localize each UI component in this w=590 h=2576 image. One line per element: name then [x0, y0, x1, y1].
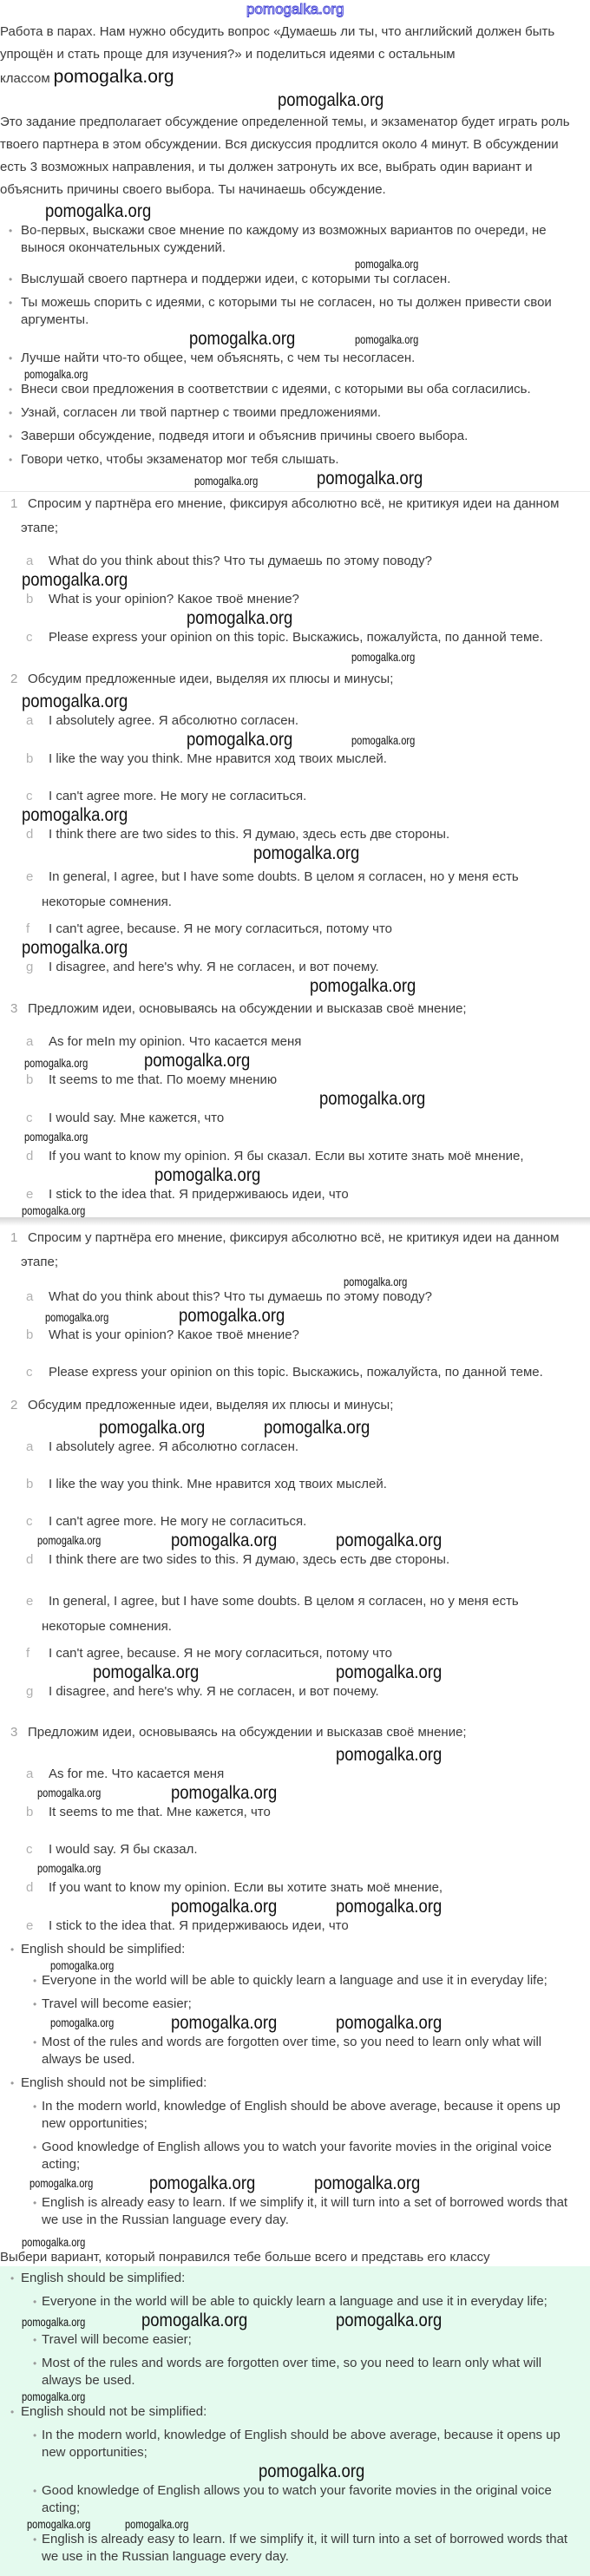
phrase-item: [26, 1072, 586, 1089]
watermark-row: [0, 2311, 590, 2331]
phrase-item: [26, 864, 586, 914]
watermark-row: [0, 938, 590, 959]
phrase-item: [26, 1110, 586, 1127]
item-letter: f: [26, 921, 30, 936]
watermark: pomogalka.org: [336, 2013, 442, 2033]
list-item-text: Good knowledge of English allows you to watch your favorite movies in the original voice acting;: [42, 2140, 552, 2172]
tip-text: Заверши обсуждение, подведя итоги и объяснив причины своего выбора.: [21, 429, 469, 443]
item-letter: b: [26, 751, 34, 766]
watermark-row: [0, 1165, 590, 1186]
phrase-text: I disagree, and here's why. Я не согласен, и вот почему.: [49, 960, 379, 974]
watermark: pomogalka.org: [30, 2177, 94, 2190]
list-item: [33, 2427, 580, 2461]
item-letter: a: [26, 713, 34, 728]
phrase-text: I disagree, and here's why. Я не согласен, и вот почему.: [49, 1684, 379, 1699]
item-letter: e: [26, 1187, 34, 1202]
item-letter: b: [26, 1327, 34, 1342]
watermark: pomogalka.org: [259, 2461, 365, 2481]
watermark: pomogalka.org: [179, 1306, 285, 1326]
watermark-row: [0, 367, 590, 381]
tip-text: Внеси свои предложения в соответствии с идеями, с которыми вы оба согласились.: [21, 382, 531, 397]
list-item: [33, 2194, 580, 2229]
phrase-item: [26, 959, 586, 976]
watermark-row: [0, 1745, 590, 1766]
phrase-text: I would say. Я бы сказал.: [49, 1842, 198, 1857]
item-letter: c: [26, 1514, 33, 1529]
watermark: pomogalka.org: [355, 258, 419, 271]
watermark: pomogalka.org: [22, 2236, 86, 2249]
watermark: pomogalka.org: [171, 2013, 278, 2033]
watermark: pomogalka.org: [45, 201, 152, 221]
list-item-text: Everyone in the world will be able to quickly learn a language and use it in everyday life;: [42, 2294, 547, 2309]
step-number: 1: [10, 496, 18, 511]
bullet-icon: •: [33, 2429, 37, 2442]
phrase-text: I like the way you think. Мне нравится ход твоих мыслей.: [49, 751, 387, 766]
step-heading: [10, 1393, 585, 1418]
watermark-row: [0, 1051, 590, 1072]
step-number: 2: [10, 1398, 18, 1413]
bullet-icon: •: [33, 1975, 37, 1987]
step-number: 2: [10, 672, 18, 686]
watermark: pomogalka.org: [344, 1275, 408, 1288]
item-letter: c: [26, 1111, 33, 1125]
phrase-item: [26, 1683, 586, 1701]
list-item: [33, 2293, 580, 2311]
step-title: Спросим у партнёра его мнение, фиксируя абсолютно всё, не критикуя идеи на данном этапе;: [21, 1230, 560, 1269]
step-heading: [10, 492, 585, 541]
item-letter: d: [26, 827, 34, 842]
phrase-item: [26, 751, 586, 768]
bullet-icon: •: [33, 2357, 37, 2370]
phrase-item: [26, 1327, 586, 1344]
tip-item: [9, 294, 586, 329]
tip-text: Ты можешь спорить с идеями, с которыми ты не согласен, но ты должен привести свои аргументы.: [21, 295, 552, 327]
item-letter: d: [26, 1552, 34, 1567]
phrase-text: I like the way you think. Мне нравится ход твоих мыслей.: [49, 1477, 387, 1491]
step-title: Спросим у партнёра его мнение, фиксируя абсолютно всё, не критикуя идеи на данном этапе;: [21, 496, 560, 535]
item-letter: g: [26, 1684, 34, 1699]
phrase-text: Please express your opinion on this topic. Выскажись, пожалуйста, по данной теме.: [49, 1365, 543, 1380]
watermark: pomogalka.org: [171, 1783, 278, 1803]
watermark-row: [0, 329, 590, 350]
phrase-text: I think there are two sides to this. Я думаю, здесь есть две стороны.: [49, 827, 450, 842]
phrase-item: [26, 1589, 586, 1639]
item-letter: e: [26, 1918, 34, 1933]
watermark-row: [0, 2235, 590, 2249]
phrase-text: As for me. Что касается меня: [49, 1766, 225, 1781]
watermark-row: [0, 692, 590, 712]
item-letter: a: [26, 1439, 34, 1454]
phrase-item: [26, 1645, 586, 1662]
bullet-icon: •: [9, 383, 13, 396]
step-title: Предложим идеи, основываясь на обсуждении и высказав своё мнение;: [28, 1001, 467, 1016]
phrase-item: [26, 1476, 586, 1493]
tip-item: [9, 222, 586, 257]
section-separator: [0, 1217, 590, 1226]
item-letter: b: [26, 1805, 34, 1819]
list-item: [33, 2355, 580, 2389]
bullet-icon: •: [33, 2197, 37, 2209]
phrase-text: I can't agree, because. Я не могу согласиться, потому что: [49, 921, 393, 936]
bullet-icon: •: [9, 352, 13, 364]
ideas-pro-heading: [10, 1941, 583, 1958]
watermark-row: [0, 843, 590, 864]
watermark-row: [0, 2461, 590, 2482]
bullet-icon: •: [9, 454, 13, 466]
phrase-text: As for meIn my opinion. Что касается меня: [49, 1034, 302, 1049]
watermark: pomogalka.org: [22, 570, 128, 590]
chosen-con-heading: [10, 2403, 583, 2421]
bullet-icon: •: [10, 1943, 15, 1956]
phrase-text: What is your opinion? Какое твоё мнение?: [49, 592, 299, 606]
watermark-row: [0, 1897, 590, 1917]
phrase-item: [26, 553, 586, 570]
watermark-row: [0, 257, 590, 271]
item-letter: d: [26, 1149, 34, 1163]
phrase-item: [26, 1879, 586, 1897]
watermark-row: [0, 469, 590, 489]
bullet-icon: •: [33, 1998, 37, 2010]
watermark-row: [0, 608, 590, 629]
step-title: Обсудим предложенные идеи, выделяя их плюсы и минусы;: [28, 672, 394, 686]
step-heading: [10, 1721, 585, 1745]
phrase-text: I stick to the idea that. Я придерживаюсь идеи, что: [49, 1918, 349, 1933]
item-letter: a: [26, 554, 34, 568]
step-number: 3: [10, 1725, 18, 1740]
item-letter: a: [26, 1289, 34, 1304]
list-item-text: Good knowledge of English allows you to watch your favorite movies in the original voice acting;: [42, 2483, 552, 2515]
item-letter: e: [26, 1594, 34, 1609]
watermark-row: [0, 1275, 590, 1288]
watermark-row: [0, 201, 590, 222]
watermark-row: [0, 1306, 590, 1327]
list-item: [33, 2098, 580, 2133]
bullet-icon: •: [10, 2272, 15, 2284]
watermark: pomogalka.org: [22, 938, 128, 958]
item-letter: e: [26, 869, 34, 884]
watermark: pomogalka.org: [351, 651, 416, 664]
phrase-text: If you want to know my opinion. Я бы сказал. Если вы хотите знать моё мнение,: [49, 1149, 524, 1163]
watermark-row: [0, 1662, 590, 1683]
watermark-row: [0, 646, 590, 667]
watermark: pomogalka.org: [141, 2311, 248, 2330]
watermark: pomogalka.org: [351, 734, 416, 747]
watermark: pomogalka.org: [24, 368, 88, 381]
list-item: [33, 1996, 580, 2013]
watermark-row: [0, 1203, 590, 1217]
watermark: pomogalka.org: [22, 2316, 86, 2329]
item-letter: c: [26, 1365, 33, 1380]
step-title: Обсудим предложенные идеи, выделяя их плюсы и минусы;: [28, 1398, 394, 1413]
watermark: pomogalka.org: [50, 2016, 115, 2029]
tip-item: [9, 428, 586, 445]
list-item-text: Most of the rules and words are forgotten over time, so you need to learn only what will always be used.: [42, 2356, 542, 2388]
watermark: pomogalka.org: [336, 2311, 442, 2330]
step-title: Предложим идеи, основываясь на обсуждении и высказав своё мнение;: [28, 1725, 467, 1740]
watermark-row: [0, 1783, 590, 1804]
bullet-icon: •: [9, 273, 13, 285]
watermark: pomogalka.org: [50, 1959, 115, 1972]
list-item: [33, 2034, 580, 2068]
bullet-icon: •: [9, 225, 13, 237]
item-letter: c: [26, 1842, 33, 1857]
watermark: pomogalka.org: [125, 2518, 189, 2531]
phrase-text: I absolutely agree. Я абсолютно согласен.: [49, 1439, 299, 1454]
item-letter: c: [26, 789, 33, 803]
watermark: pomogalka.org: [37, 1862, 102, 1875]
watermark: pomogalka.org: [336, 1745, 442, 1765]
watermark: pomogalka.org: [154, 1165, 261, 1185]
intro-task-text: Работа в парах. Нам нужно обсудить вопрос «Думаешь ли ты, что английский должен быть упрощён и стать проще для изучения?» и поделиться идеями с остальным классом: [0, 24, 555, 86]
item-letter: f: [26, 1646, 30, 1661]
bullet-icon: •: [33, 2101, 37, 2113]
phrase-item: [26, 1148, 586, 1165]
phrase-item: [26, 1551, 586, 1569]
watermark-row: [0, 1418, 590, 1439]
watermark: pomogalka.org: [336, 1662, 442, 1682]
bullet-icon: •: [9, 407, 13, 419]
tip-item: [9, 350, 586, 367]
bullet-icon: •: [33, 2334, 37, 2346]
tip-item: [9, 271, 586, 288]
phrase-item: [26, 629, 586, 646]
item-letter: b: [26, 592, 34, 606]
watermark: pomogalka.org: [24, 1131, 88, 1144]
item-letter: c: [26, 630, 33, 645]
watermark: pomogalka.org: [27, 2518, 91, 2531]
step-heading: [10, 667, 585, 692]
watermark: pomogalka.org: [319, 1089, 426, 1109]
list-item-text: English is already easy to learn. If we simplify it, it will turn into a set of borrowed words that we use in the Russian language every day.: [42, 2532, 568, 2564]
watermark-row: [0, 1958, 590, 1972]
phrase-item: [26, 1841, 586, 1858]
watermark: pomogalka.org: [53, 67, 174, 87]
phrase-text: In general, I agree, but I have some doubts. В целом я согласен, но у меня есть некоторые сомнения.: [42, 869, 519, 909]
watermark: pomogalka.org: [22, 692, 128, 711]
watermark-row: [0, 805, 590, 826]
phrase-item: [26, 1766, 586, 1783]
list-item-text: English is already easy to learn. If we simplify it, it will turn into a set of borrowed words that we use in the Russian language every day.: [42, 2195, 568, 2227]
list-heading: English should be simplified:: [21, 2271, 186, 2285]
watermark-row: [0, 2173, 590, 2194]
watermark: pomogalka.org: [149, 2173, 256, 2193]
step-heading: [10, 1226, 585, 1275]
phrase-item: [26, 591, 586, 608]
step-number: 3: [10, 1001, 18, 1016]
watermark-row: [0, 1531, 590, 1551]
watermark: pomogalka.org: [93, 1662, 200, 1682]
highlighted-answer-box: [0, 2266, 590, 2576]
bullet-icon: •: [33, 2533, 37, 2546]
list-item-text: In the modern world, knowledge of English should be above average, because it opens up new opportunities;: [42, 2099, 560, 2131]
phrase-text: I would say. Мне кажется, что: [49, 1111, 225, 1125]
watermark: pomogalka.org: [355, 333, 419, 346]
watermark: pomogalka.org: [24, 1057, 88, 1070]
phrase-text: What do you think about this? Что ты думаешь по этому поводу?: [49, 554, 432, 568]
item-letter: a: [26, 1034, 34, 1049]
list-item: [33, 1972, 580, 1989]
phrase-item: [26, 826, 586, 843]
tip-text: Во-первых, выскажи свое мнение по каждому из возможных вариантов по очереди, не вынося окончательных суждений.: [21, 223, 547, 255]
watermark: pomogalka.org: [310, 976, 416, 996]
chosen-pro-heading: [10, 2270, 583, 2287]
watermark: pomogalka.org: [187, 608, 293, 628]
phrase-text: I absolutely agree. Я абсолютно согласен.: [49, 713, 299, 728]
bullet-icon: •: [10, 2406, 15, 2418]
tips-list: [0, 222, 590, 469]
list-item-text: Travel will become easier;: [42, 1996, 192, 2011]
intro-description: Это задание предполагает обсуждение определенной темы, и экзаменатор будет играть роль твоего партнера в этом обсуждении. Вся дискуссия продлится около 4 минут. В обсуждении есть 3 возможных направления, и ты должен затронуть их все, выбрать один вариант и объяснить причины своего выбора. Ты начинаешь обсуждение.: [0, 115, 570, 197]
item-letter: d: [26, 1880, 34, 1895]
watermark-row: [0, 1127, 590, 1148]
phrase-item: [26, 1186, 586, 1203]
tip-text: Лучше найти что-то общее, чем объяснять, с чем ты несогласен.: [21, 351, 416, 365]
watermark: pomogalka.org: [22, 2390, 86, 2403]
phrase-text: What do you think about this? Что ты думаешь по этому поводу?: [49, 1289, 432, 1304]
phrase-text: I can't agree more. Не могу не согласиться.: [49, 1514, 307, 1529]
bullet-icon: •: [10, 2077, 15, 2089]
watermark-row: [0, 976, 590, 997]
watermark-row: [0, 2389, 590, 2403]
phrase-text: If you want to know my opinion. Если вы хотите знать моё мнение,: [49, 1880, 443, 1895]
watermark: pomogalka.org: [99, 1418, 206, 1438]
watermark-row: [0, 570, 590, 591]
list-heading: English should not be simplified:: [21, 2075, 207, 2090]
watermark: pomogalka.org: [22, 1204, 86, 1217]
watermark-row: [0, 1089, 590, 1110]
item-letter: g: [26, 960, 34, 974]
tip-text: Говори четко, чтобы экзаменатор мог тебя слышать.: [21, 452, 339, 467]
phrase-text: It seems to me that. По моему мнению: [49, 1072, 278, 1087]
watermark-row: [0, 90, 590, 111]
phrase-item: [26, 788, 586, 805]
watermark: pomogalka.org: [336, 1897, 442, 1917]
watermark-row: [0, 2013, 590, 2034]
tip-item: [9, 404, 586, 422]
phrase-item: [26, 1288, 586, 1306]
phrase-item: [26, 1513, 586, 1531]
phrase-text: I think there are two sides to this. Я думаю, здесь есть две стороны.: [49, 1552, 450, 1567]
list-item-text: Travel will become easier;: [42, 2332, 192, 2347]
list-heading: English should be simplified:: [21, 1942, 186, 1957]
watermark: pomogalka.org: [189, 329, 296, 349]
list-item-text: Most of the rules and words are forgotten over time, so you need to learn only what will always be used.: [42, 2035, 542, 2067]
watermark-row: [0, 730, 590, 751]
tip-text: Узнай, согласен ли твой партнер с твоими предложениями.: [21, 405, 382, 420]
phrase-text: What is your opinion? Какое твоё мнение?: [49, 1327, 299, 1342]
phrase-item: [26, 1917, 586, 1935]
list-item: [33, 2331, 580, 2349]
watermark: pomogalka.org: [317, 469, 423, 488]
watermark: pomogalka.org: [144, 1051, 251, 1071]
step-heading: [10, 997, 585, 1021]
watermark: pomogalka.org: [171, 1531, 278, 1550]
watermark-row: [0, 2517, 590, 2531]
tip-item: [9, 451, 586, 469]
ideas-con-heading: [10, 2075, 583, 2092]
item-letter: b: [26, 1072, 34, 1087]
bullet-icon: •: [33, 2296, 37, 2308]
watermark: pomogalka.org: [171, 1897, 278, 1917]
watermark: pomogalka.org: [45, 1311, 109, 1324]
list-item-text: In the modern world, knowledge of English should be above average, because it opens up new opportunities;: [42, 2428, 560, 2460]
watermark: pomogalka.org: [37, 1534, 102, 1547]
bullet-icon: •: [9, 297, 13, 309]
header-watermark: pomogalka.org: [246, 1, 344, 17]
bullet-icon: •: [33, 2036, 37, 2048]
list-item: [33, 2482, 580, 2517]
list-heading: English should not be simplified:: [21, 2404, 207, 2419]
phrase-item: [26, 921, 586, 938]
watermark: pomogalka.org: [253, 843, 360, 863]
phrase-text: I can't agree, because. Я не могу согласиться, потому что: [49, 1646, 393, 1661]
list-item: [33, 2531, 580, 2566]
final-prompt: Выбери вариант, который понравился тебе больше всего и представь его классу: [0, 2250, 490, 2265]
phrase-text: It seems to me that. Мне кажется, что: [49, 1805, 271, 1819]
phrase-item: [26, 1033, 586, 1051]
watermark: pomogalka.org: [278, 90, 384, 110]
watermark: pomogalka.org: [336, 1531, 442, 1550]
phrase-text: I can't agree more. Не могу не согласиться.: [49, 789, 307, 803]
item-letter: b: [26, 1477, 34, 1491]
watermark: pomogalka.org: [37, 1786, 102, 1799]
watermark: pomogalka.org: [314, 2173, 421, 2193]
phrase-item: [26, 712, 586, 730]
step-number: 1: [10, 1230, 18, 1245]
phrase-text: In general, I agree, but I have some doubts. В целом я согласен, но у меня есть некоторые сомнения.: [42, 1594, 519, 1634]
tip-item: [9, 381, 586, 398]
watermark: pomogalka.org: [264, 1418, 370, 1438]
phrase-text: Please express your opinion on this topic. Выскажись, пожалуйста, по данной теме.: [49, 630, 543, 645]
watermark-row: [0, 1858, 590, 1879]
phrase-item: [26, 1439, 586, 1456]
tip-text: Выслушай своего партнера и поддержи идеи, с которыми ты согласен.: [21, 272, 451, 286]
list-item-text: Everyone in the world will be able to quickly learn a language and use it in everyday life;: [42, 1973, 547, 1988]
bullet-icon: •: [33, 2141, 37, 2153]
list-item: [33, 2139, 580, 2173]
phrase-item: [26, 1804, 586, 1821]
watermark: pomogalka.org: [194, 475, 259, 488]
watermark: pomogalka.org: [22, 805, 128, 825]
bullet-icon: •: [9, 430, 13, 442]
bullet-icon: •: [33, 2485, 37, 2497]
header-watermark-row: [0, 0, 590, 21]
watermark: pomogalka.org: [187, 730, 293, 750]
phrase-item: [26, 1364, 586, 1381]
phrase-text: I stick to the idea that. Я придерживаюсь идеи, что: [49, 1187, 349, 1202]
intro-task: [0, 21, 587, 90]
item-letter: a: [26, 1766, 34, 1781]
